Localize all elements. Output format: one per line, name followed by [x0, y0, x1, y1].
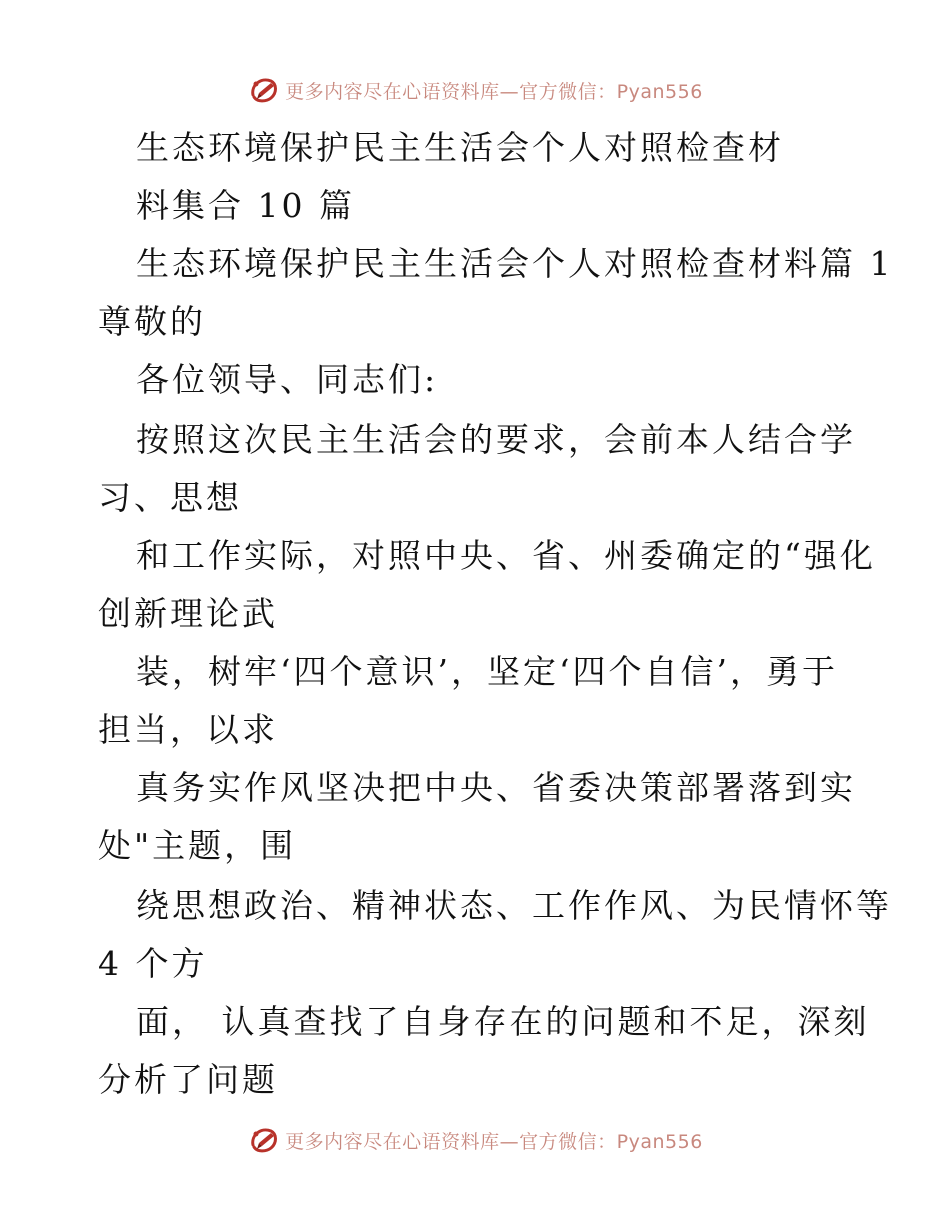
text-line: 分析了问题: [98, 1060, 278, 1099]
footer-banner: [0, 1120, 950, 1160]
text-line: 装，树牢‘四个意识’，坚定‘四个自信’，勇于: [136, 652, 838, 691]
text-line: 真务实作风坚决把中央、省委决策部署落到实: [136, 768, 856, 807]
text-line: 面， 认真查找了自身存在的问题和不足，深刻: [136, 1002, 870, 1041]
text-line: 各位领导、同志们:: [136, 360, 439, 399]
text-line: 4 个方: [98, 944, 208, 983]
header-banner: [0, 70, 950, 110]
text-line: 生态环境保护民主生活会个人对照检查材: [136, 128, 784, 167]
text-line: 绕思想政治、精神状态、工作作风、为民情怀等: [136, 886, 892, 925]
banner-text: 更多内容尽在心语资料库—官方微信：Pyan556: [285, 1130, 703, 1153]
text-line: 生态环境保护民主生活会个人对照检查材料篇 1: [136, 244, 894, 283]
text-line: 尊敬的: [98, 302, 206, 341]
banner-text: 更多内容尽在心语资料库—官方微信：Pyan556: [285, 80, 703, 103]
text-line: 担当，以求: [98, 710, 278, 749]
text-line: 料集合 10 篇: [136, 186, 355, 225]
text-line: 习、思想: [98, 478, 242, 517]
text-line: 处"主题，围: [98, 826, 297, 865]
text-line: 和工作实际，对照中央、省、州委确定的“强化: [136, 536, 876, 575]
text-line: 创新理论武: [98, 594, 278, 633]
pen-swirl-logo-icon: [247, 73, 281, 107]
pen-swirl-logo-icon: [247, 1123, 281, 1157]
text-line: 按照这次民主生活会的要求，会前本人结合学: [136, 420, 856, 459]
